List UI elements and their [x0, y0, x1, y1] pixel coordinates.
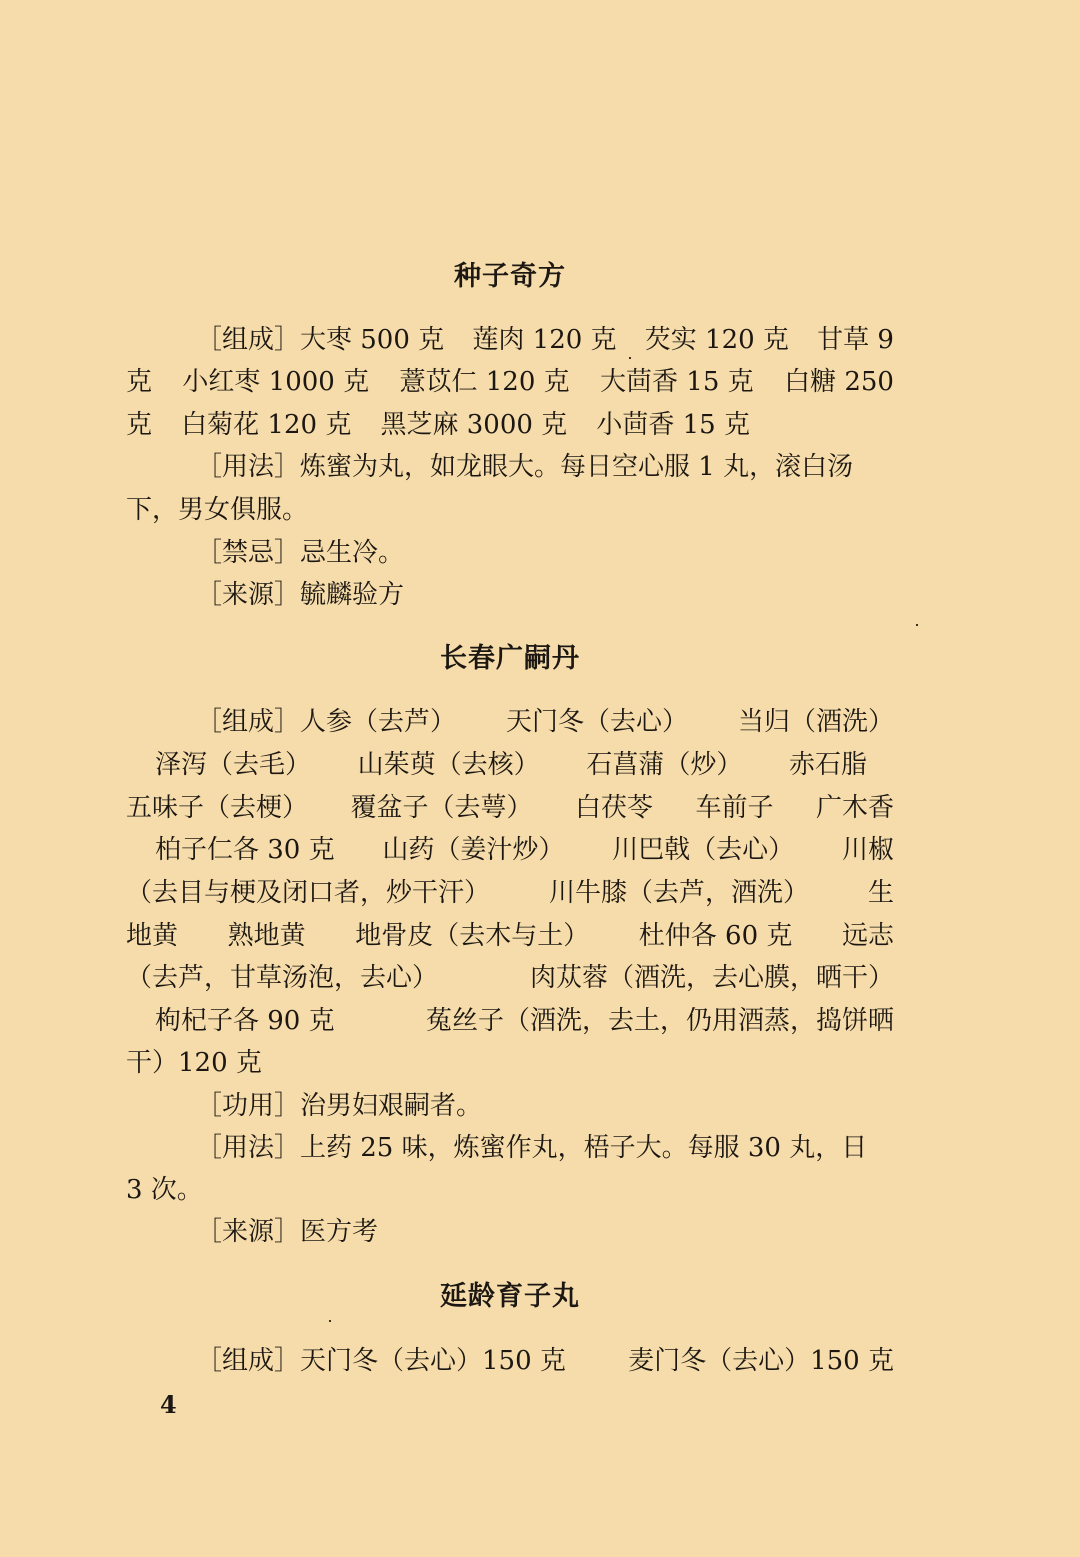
- text-line: [126, 876, 894, 910]
- text-line: [196, 536, 404, 570]
- text-segment: ［用法］上药 25 味，炼蜜作丸，梧子大。每服 30 丸，日: [196, 1133, 868, 1163]
- text-segment: 车前子: [695, 793, 774, 823]
- text-segment: 川巴戟（去心）: [612, 835, 795, 865]
- text-line: [126, 1046, 262, 1080]
- text-line: [126, 408, 750, 442]
- page-number: 4: [160, 1390, 177, 1419]
- text-segment: 克: [126, 410, 153, 440]
- text-segment: 生: [867, 878, 894, 908]
- text-line: [196, 1215, 378, 1249]
- text-segment: 覆盆子（去萼）: [350, 793, 533, 823]
- text-segment: 当归（酒洗）: [737, 707, 894, 737]
- text-line: [196, 705, 894, 739]
- text-segment: 川椒: [841, 835, 894, 865]
- text-segment: 广木香: [815, 793, 894, 823]
- text-line: [155, 833, 894, 867]
- text-segment: 熟地黄: [227, 921, 306, 951]
- text-line: [196, 1089, 482, 1123]
- text-segment: 莲肉 120 克: [472, 325, 617, 355]
- text-segment: 菟丝子（酒洗，去土，仍用酒蒸，捣饼晒: [425, 1006, 894, 1036]
- text-line: [155, 748, 867, 782]
- text-segment: ［禁忌］忌生冷。: [196, 538, 405, 568]
- text-line: [126, 493, 308, 527]
- text-segment: 地骨皮（去木与土）: [355, 921, 590, 951]
- text-line: [155, 1004, 894, 1038]
- text-line: [126, 365, 894, 399]
- text-segment: 黑芝麻 3000 克: [380, 410, 568, 440]
- text-segment: 枸杞子各 90 克: [155, 1006, 335, 1036]
- scan-speck: [629, 357, 631, 359]
- text-segment: 干）120 克: [126, 1048, 262, 1078]
- recipe-title: 长春广嗣丹: [440, 643, 580, 674]
- text-line: [196, 1131, 867, 1165]
- text-segment: 白糖 250: [784, 367, 894, 397]
- text-segment: 赤石脂: [788, 750, 867, 780]
- text-segment: ［组成］大枣 500 克: [196, 325, 445, 355]
- text-segment: 山茱萸（去核）: [357, 750, 540, 780]
- text-segment: ［来源］毓麟验方: [196, 580, 405, 610]
- text-segment: 白菊花 120 克: [181, 410, 352, 440]
- text-segment: 白茯苓: [574, 793, 653, 823]
- text-segment: 下，男女俱服。: [126, 495, 309, 525]
- text-line: [126, 961, 894, 995]
- text-segment: 甘草 9: [817, 325, 894, 355]
- recipe-title: 种子奇方: [454, 261, 566, 292]
- text-segment: 薏苡仁 120 克: [399, 367, 570, 397]
- text-segment: ［组成］天门冬（去心）150 克: [196, 1346, 566, 1376]
- text-line: [126, 791, 894, 825]
- text-line: [196, 450, 853, 484]
- text-line: [126, 919, 894, 953]
- text-segment: 泽泻（去毛）: [155, 750, 312, 780]
- text-segment: ［用法］炼蜜为丸，如龙眼大。每日空心服 1 丸，滚白汤: [196, 452, 854, 482]
- text-segment: 地黄: [126, 921, 179, 951]
- text-segment: （去目与梗及闭口者，炒干汗）: [126, 878, 491, 908]
- text-segment: 五味子（去梗）: [126, 793, 309, 823]
- text-segment: 克: [126, 367, 153, 397]
- text-segment: ［组成］人参（去芦）: [196, 707, 457, 737]
- text-segment: 远志: [841, 921, 894, 951]
- text-segment: ［来源］医方考: [196, 1217, 379, 1247]
- text-segment: 3 次。: [126, 1175, 203, 1205]
- text-line: [196, 1344, 894, 1378]
- text-segment: 川牛膝（去芦，酒洗）: [548, 878, 809, 908]
- text-line: [196, 323, 894, 357]
- scan-speck: [329, 1320, 331, 1322]
- text-segment: ［功用］治男妇艰嗣者。: [196, 1091, 483, 1121]
- text-segment: 天门冬（去心）: [505, 707, 688, 737]
- text-line: [126, 1173, 203, 1207]
- text-line: [196, 578, 404, 612]
- text-segment: 麦门冬（去心）150 克: [628, 1346, 894, 1376]
- text-segment: 芡实 120 克: [644, 325, 789, 355]
- text-segment: 小茴香 15 克: [596, 410, 750, 440]
- recipe-title: 延龄育子丸: [440, 1281, 580, 1312]
- text-segment: 石菖蒲（炒）: [586, 750, 743, 780]
- text-segment: 大茴香 15 克: [600, 367, 754, 397]
- text-segment: 柏子仁各 30 克: [155, 835, 335, 865]
- text-segment: 山药（姜汁炒）: [382, 835, 565, 865]
- text-segment: （去芦，甘草汤泡，去心）: [126, 963, 439, 993]
- scan-speck: [916, 624, 918, 626]
- text-segment: 杜仲各 60 克: [638, 921, 793, 951]
- text-segment: 肉苁蓉（酒洗，去心膜，晒干）: [529, 963, 894, 993]
- text-segment: 小红枣 1000 克: [182, 367, 370, 397]
